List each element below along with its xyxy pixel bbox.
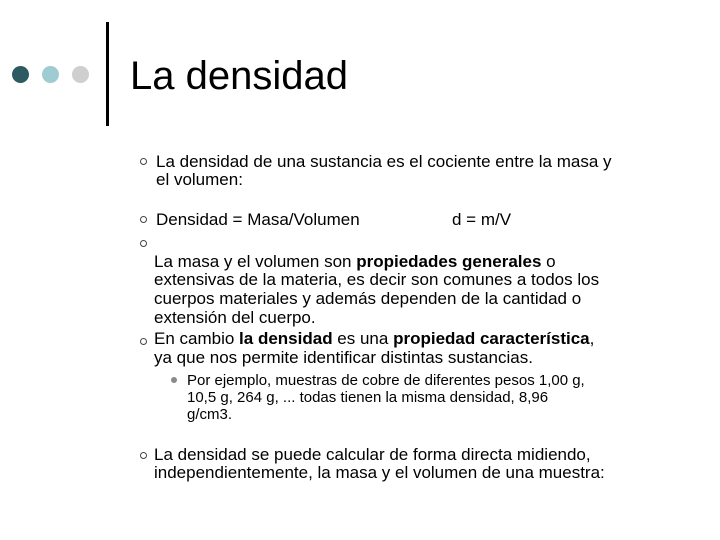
bullet-5-line-1: La densidad se puede calcular de forma directa midiendo, [154,445,591,464]
text-span: La masa y el volumen son [154,252,357,271]
bullet-icon [140,338,147,345]
bullet-icon [140,240,147,247]
bullet-3-line-2: extensivas de la materia, es decir son comunes a todos los [154,270,600,289]
bullet-4-line-1 [154,330,594,348]
bullet-3-line-3: cuerpos materiales y además dependen de la cantidad o [154,289,582,308]
slide-title: La densidad [130,54,348,98]
bullet-1-line-1: La densidad de una sustancia es el cociente entre la masa y [156,152,612,171]
bullet-1-line-2: el volumen: [156,170,243,189]
text-span: o [541,252,556,271]
bullet-icon [140,452,147,459]
sub-bullet-line-3: g/cm3. [187,406,233,423]
sub-bullet-line-2: 10,5 g, 264 g, ... todas tienen la misma densidad, 8,96 [187,389,549,406]
bullet-3-line-4: extensión del cuerpo. [154,308,316,327]
bullet-4-line-2: ya que nos permite identificar distintas sustancias. [154,348,533,367]
density-formula-symbols: d = m/V [452,210,512,229]
bullet-5-line-2: independientemente, la masa y el volumen de una muestra: [154,463,605,482]
bullet-icon [140,216,147,223]
text-span: , [589,329,595,348]
bullet-icon [140,158,147,165]
density-formula-words: Densidad = Masa/Volumen [156,210,360,229]
sub-bullet-line-1: Por ejemplo, muestras de cobre de diferentes pesos 1,00 g, [187,372,585,389]
bold-term-la-densidad: la densidad [239,329,333,348]
sub-bullet-icon [171,377,177,383]
bullet-3-line-1 [154,253,556,271]
bold-term-propiedad-caracteristica: propiedad característica [393,329,590,348]
text-span: es una [332,329,394,348]
text-span: En cambio [154,329,240,348]
bold-term-propiedades-generales: propiedades generales [356,252,542,271]
